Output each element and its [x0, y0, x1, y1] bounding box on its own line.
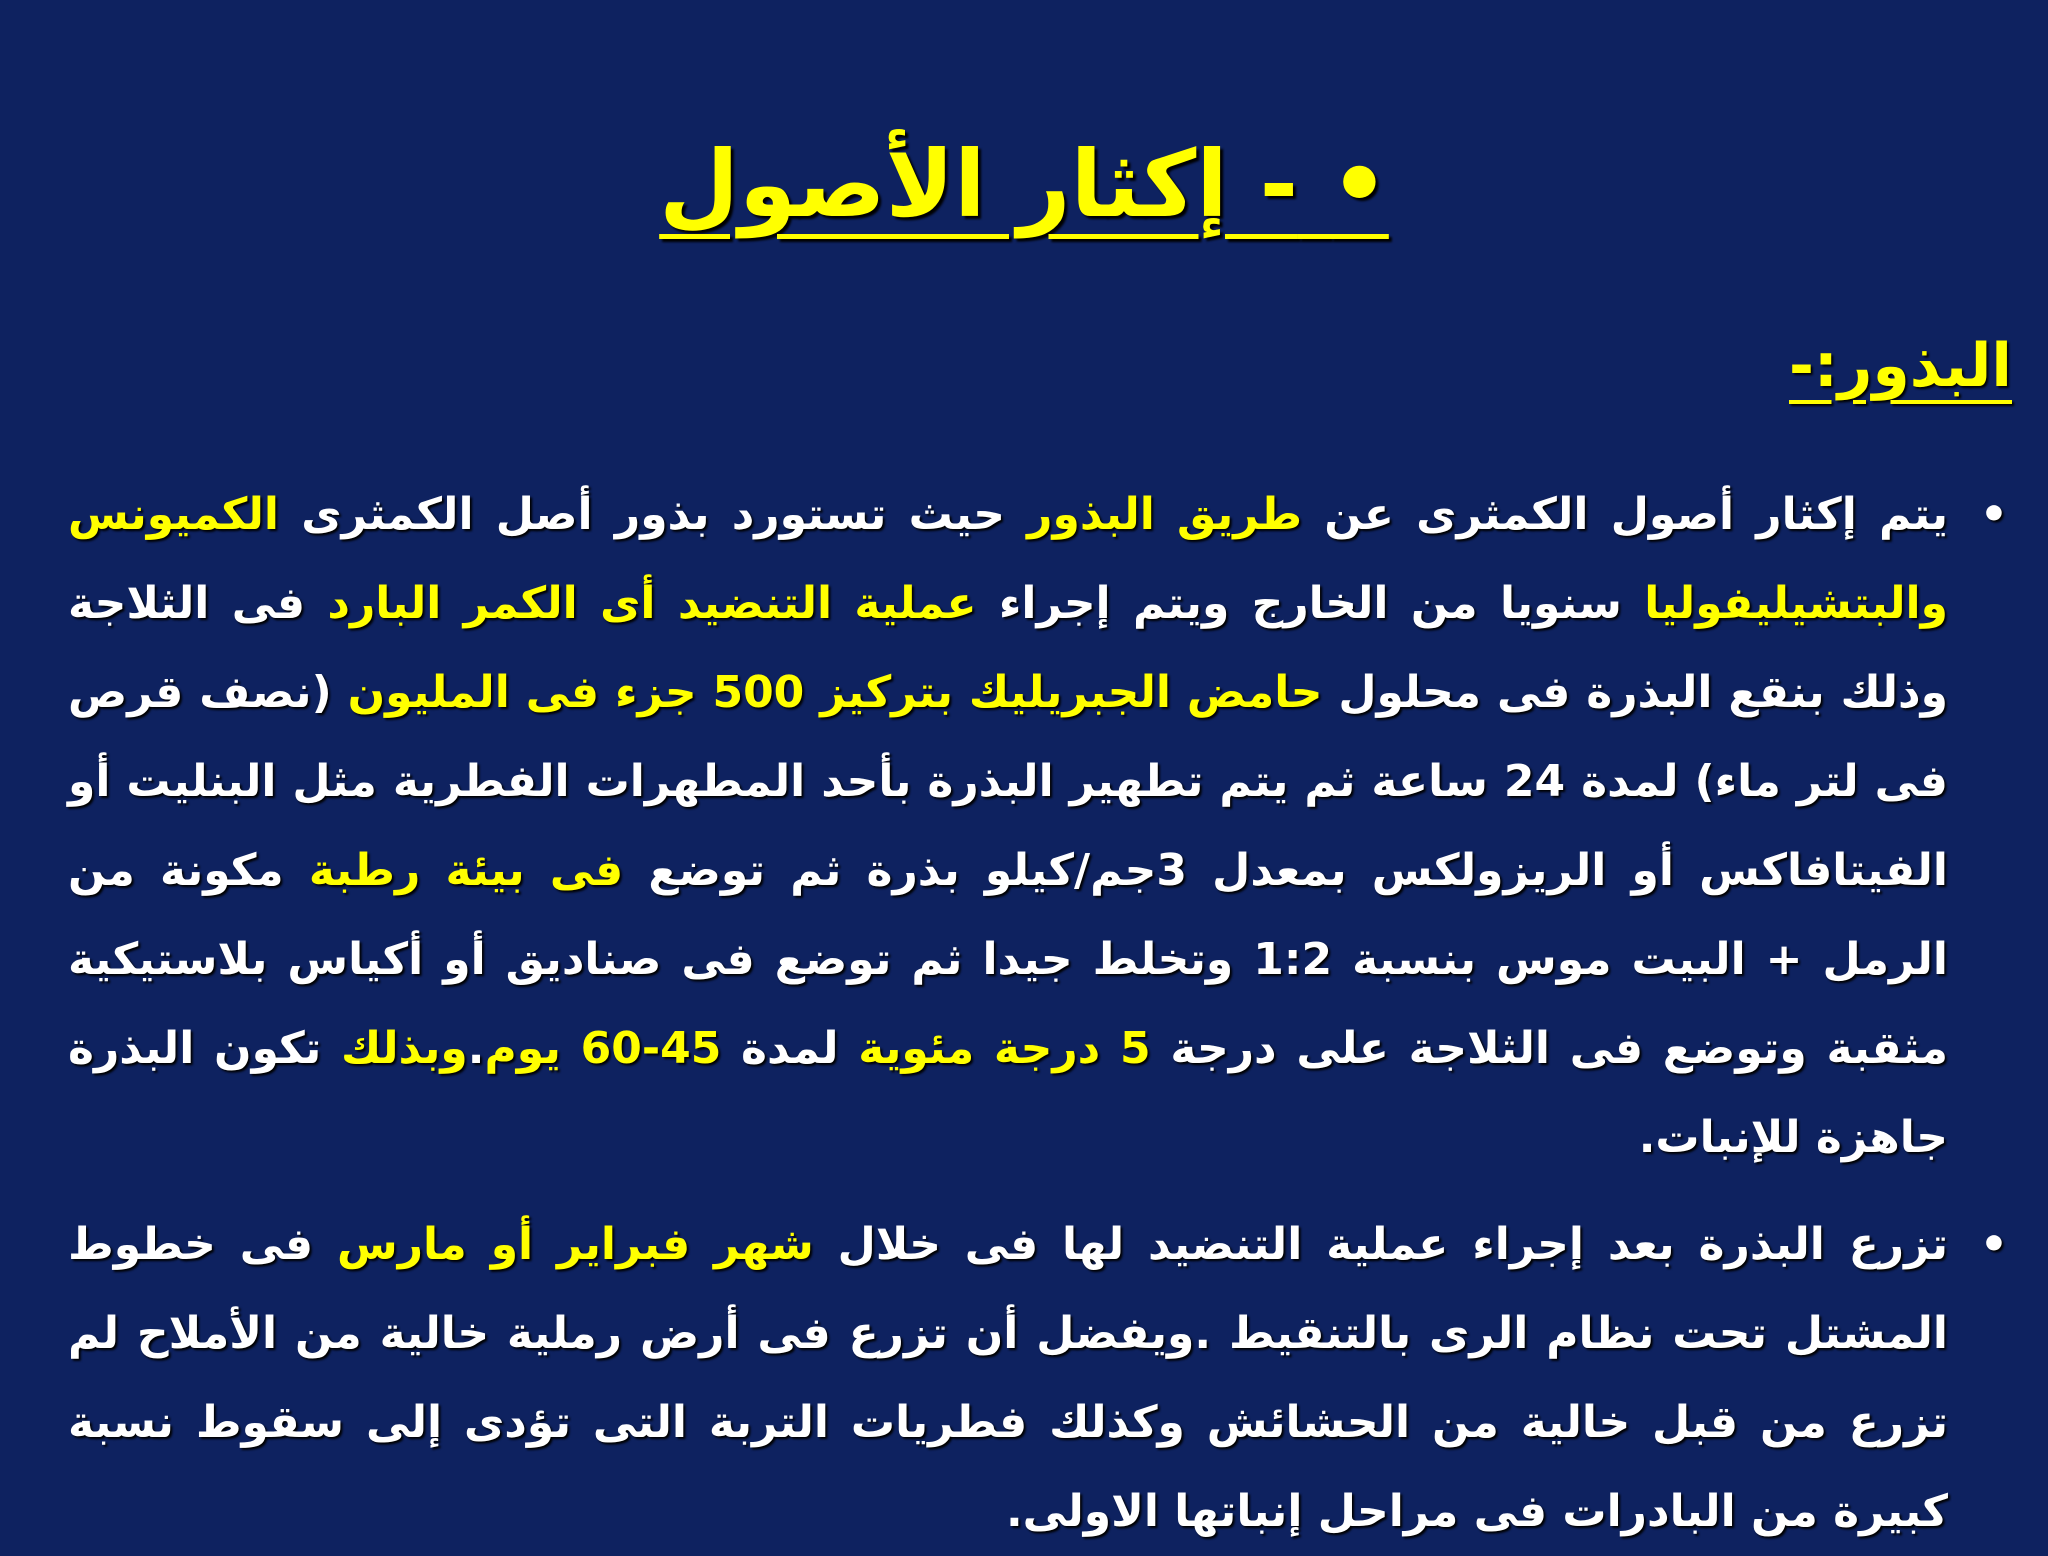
text-run: مكونة من الرمل + البيت موس بنسبة 1:2 وتخلط جيدا ثم توضع فى صناديق أو أكياس بلاستيكية مثقبة وتوضع فى الثلاجة على درجة	[68, 845, 1949, 1074]
title-text: - إكثار الأصول	[659, 131, 1298, 238]
highlighted-text-run: حامض الجبريليك بتركيز 500 جزء فى المليون	[347, 667, 1323, 718]
paragraph-text	[68, 1219, 1948, 1537]
slide-title	[0, 130, 2048, 240]
text-run: فى الثلاجة وذلك بنقع البذرة فى محلول	[68, 578, 1948, 718]
highlighted-text-run: شهر فبراير أو مارس	[336, 1219, 814, 1270]
text-run: تكون البذرة جاهزة للإنبات.	[68, 1023, 1948, 1163]
bullet-point: •	[1979, 1219, 2008, 1270]
text-run: يتم إكثار أصول الكمثرى عن	[1302, 489, 1948, 540]
text-run: لمدة	[721, 1023, 859, 1074]
paragraph-2	[68, 1200, 2018, 1556]
text-run: تزرع البذرة بعد إجراء عملية التنضيد لها فى خلال	[813, 1219, 1948, 1270]
highlighted-text-run: 45-60 يوم	[484, 1023, 722, 1074]
text-run: فى خطوط المشتل تحت نظام الرى بالتنقيط .ويفضل أن تزرع فى أرض رملية خالية من الأملاح لم تزرع من قبل خالية من الحشائش وكذلك فطريات التربة التى تؤدى إلى سقوط نسبة كبيرة من البادرات فى مراحل إنباتها الاولى.	[68, 1219, 1948, 1537]
highlighted-text-run: 5 درجة مئوية	[858, 1023, 1151, 1074]
bullet-point: •	[1979, 489, 2008, 540]
highlighted-text-run: طريق البذور	[1027, 489, 1303, 540]
paragraph-1	[68, 470, 2018, 1182]
highlighted-text-run: فى بيئة رطبة	[308, 845, 624, 896]
text-run: سنويا من الخارج ويتم إجراء	[976, 578, 1645, 629]
highlighted-text-run: وبذلك	[341, 1023, 468, 1074]
text-run: حيث تستورد بذور أصل الكمثرى	[278, 489, 1028, 540]
text-run: (نصف قرص فى لتر ماء) لمدة 24 ساعة ثم يتم تطهير البذرة بأحد المطهرات الفطرية مثل البنليت أو الفيتافاكس أو الريزولكس بمعدل 3جم/كيلو بذرة ثم توضع	[68, 667, 1948, 896]
paragraph-text	[68, 489, 1948, 1163]
section-heading: البذور:-	[1789, 331, 2012, 401]
highlighted-text-run: عملية التنضيد أى الكمر البارد	[327, 578, 977, 629]
title-bullet: •	[1330, 131, 1389, 238]
text-run: .	[467, 1023, 485, 1074]
bullet-list	[68, 470, 2018, 1556]
highlighted-text-run: الكميونس والبتشيليفوليا	[68, 489, 1948, 629]
